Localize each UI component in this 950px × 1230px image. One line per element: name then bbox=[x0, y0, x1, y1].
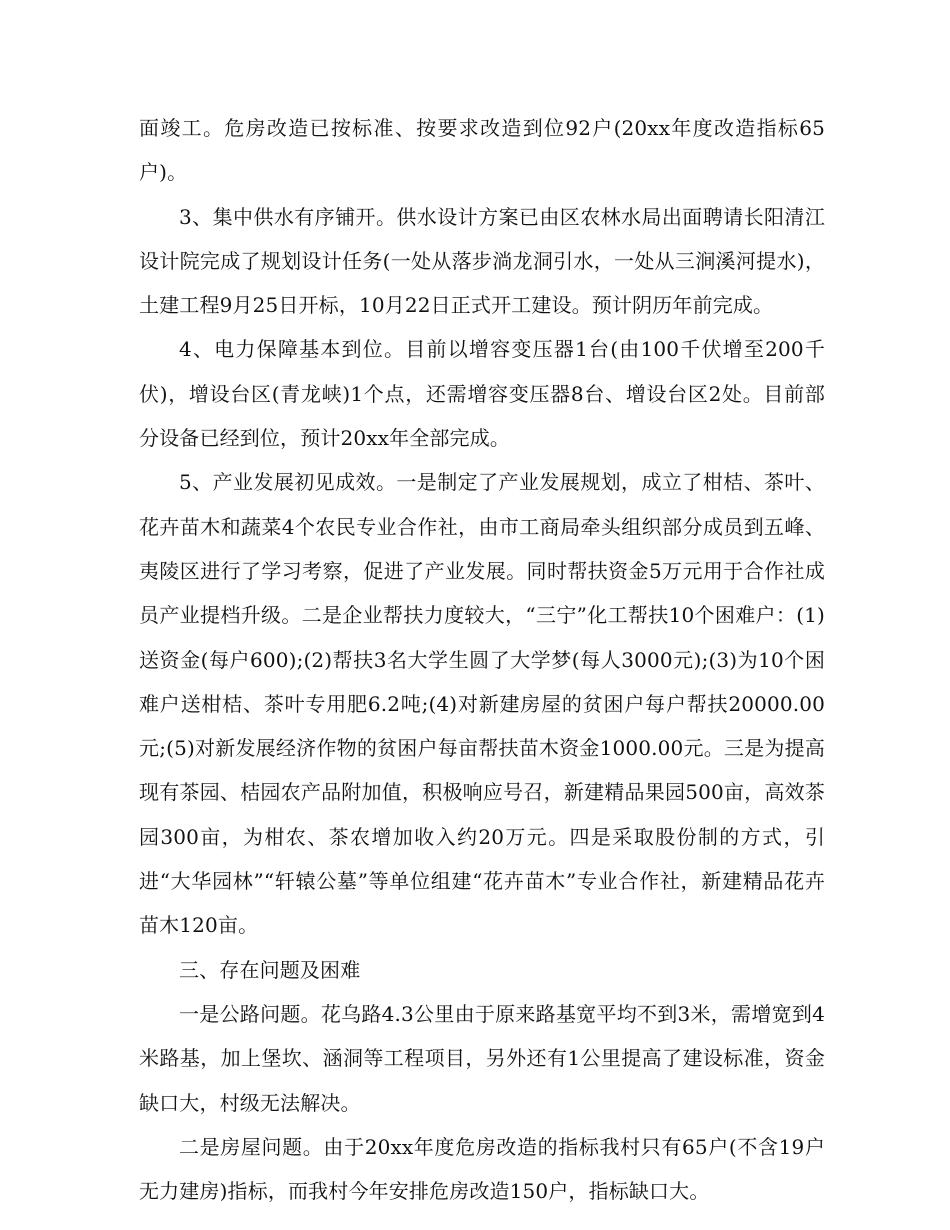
paragraph-power-supply: 4、电力保障基本到位。目前以增容变压器1台(由100千伏增至200千伏)，增设台区(青龙峡)1个点，还需增容变压器8台、增设台区2处。目前部分设备已经到位，预计20xx年全部完成。 bbox=[139, 337, 825, 451]
paragraph-road-problem: 一是公路问题。花乌路4.3公里由于原来路基宽平均不到3米，需增宽到4米路基，加上堡坎、涵洞等工程项目，另外还有1公里提高了建设标准，资金缺口大，村级无法解决。 bbox=[139, 1001, 825, 1115]
paragraph-water-supply: 3、集中供水有序铺开。供水设计方案已由区农林水局出面聘请长阳清江设计院完成了规划设计任务(一处从落步淌龙洞引水，一处从三涧溪河提水)，土建工程9月25日开标，10月22日正式开工建设。预计阴历年前完成。 bbox=[139, 204, 825, 318]
paragraph-housing-problem: 二是房屋问题。由于20xx年度危房改造的指标我村只有65户(不含19户无力建房)指标，而我村今年安排危房改造150户，指标缺口大。 bbox=[139, 1134, 825, 1204]
document-body bbox=[139, 106, 825, 1213]
paragraph-industry-development: 5、产业发展初见成效。一是制定了产业发展规划，成立了柑桔、茶叶、花卉苗木和蔬菜4个农民专业合作社，由市工商局牵头组织部分成员到五峰、夷陵区进行了学习考察，促进了产业发展。同时帮扶资金5万元用于合作社成员产业提档升级。二是企业帮扶力度较大，“三宁”化工帮扶10个困难户：(1)送资金(每户600);(2)帮扶3名大学生圆了大学梦(每人3000元);(3)为10个困难户送柑桔、茶叶专用肥6.2吨;(4)对新建房屋的贫困户每户帮扶20000.00元;(5)对新发展经济作物的贫困户每亩帮扶苗木资金1000.00元。三是为提高现有茶园、桔园农产品附加值，积极响应号召，新建精品果园500亩，高效茶园300亩，为柑农、茶农增加收入约20万元。四是采取股份制的方式，引进“大华园林”“轩辕公墓”等单位组建“花卉苗木”专业合作社，新建精品花卉苗木120亩。 bbox=[139, 470, 825, 938]
paragraph-housing-completion: 面竣工。危房改造已按标准、按要求改造到位92户(20xx年度改造指标65户)。 bbox=[139, 116, 825, 185]
section-heading-problems: 三、存在问题及困难 bbox=[179, 957, 361, 982]
